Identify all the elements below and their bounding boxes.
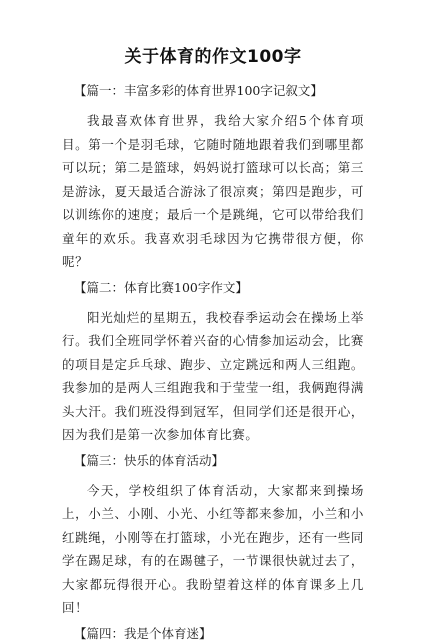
section-1-heading: 【篇一：丰富多彩的体育世界100字记叙文】 (74, 83, 323, 98)
section-2-paragraph: 阳光灿烂的星期五，我校春季运动会在操场上举行。我们全班同学怀着兴奋的心情参加运动会，比赛的项目是定乒乓球、跑步、立定跳远和两人三组跑。我参加的是两人三组跑我和于莹莹一组，我俩跑得满头大汗。我们班没得到冠军，但同学们还是很开心，因为我们是第一次参加体育比赛。 (62, 309, 364, 442)
section-1-paragraph: 我最喜欢体育世界，我给大家介绍5个体育项目。第一个是羽毛球，它随时随地跟着我们到哪里都可以玩；第二是篮球，妈妈说打篮球可以长高；第三是游泳，夏天最适合游泳了很凉爽；第四是跑步，可以训练你的速度；最后一个是跳绳，它可以带给我们童年的欢乐。我喜欢羽毛球因为它携带很方便，你呢？ (62, 113, 364, 269)
section-2-heading: 【篇二：体育比赛100字作文】 (74, 279, 248, 295)
section-3-paragraph: 今天，学校组织了体育活动，大家都来到操场上，小兰、小刚、小光、小红等都来参加，小兰和小红跳绳，小刚等在打篮球，小光在跑步，还有一些同学在踢足球，有的在踢毽子，一节课很快就过去了，大家都玩得很开心。我盼望着这样的体育课多上几回！ (62, 482, 364, 615)
section-4-heading: 【篇四：我是个体育迷】 (74, 625, 212, 641)
section-3-heading: 【篇三：快乐的体育活动】 (74, 452, 225, 468)
document-title: 关于体育的作文100字 (124, 47, 302, 67)
